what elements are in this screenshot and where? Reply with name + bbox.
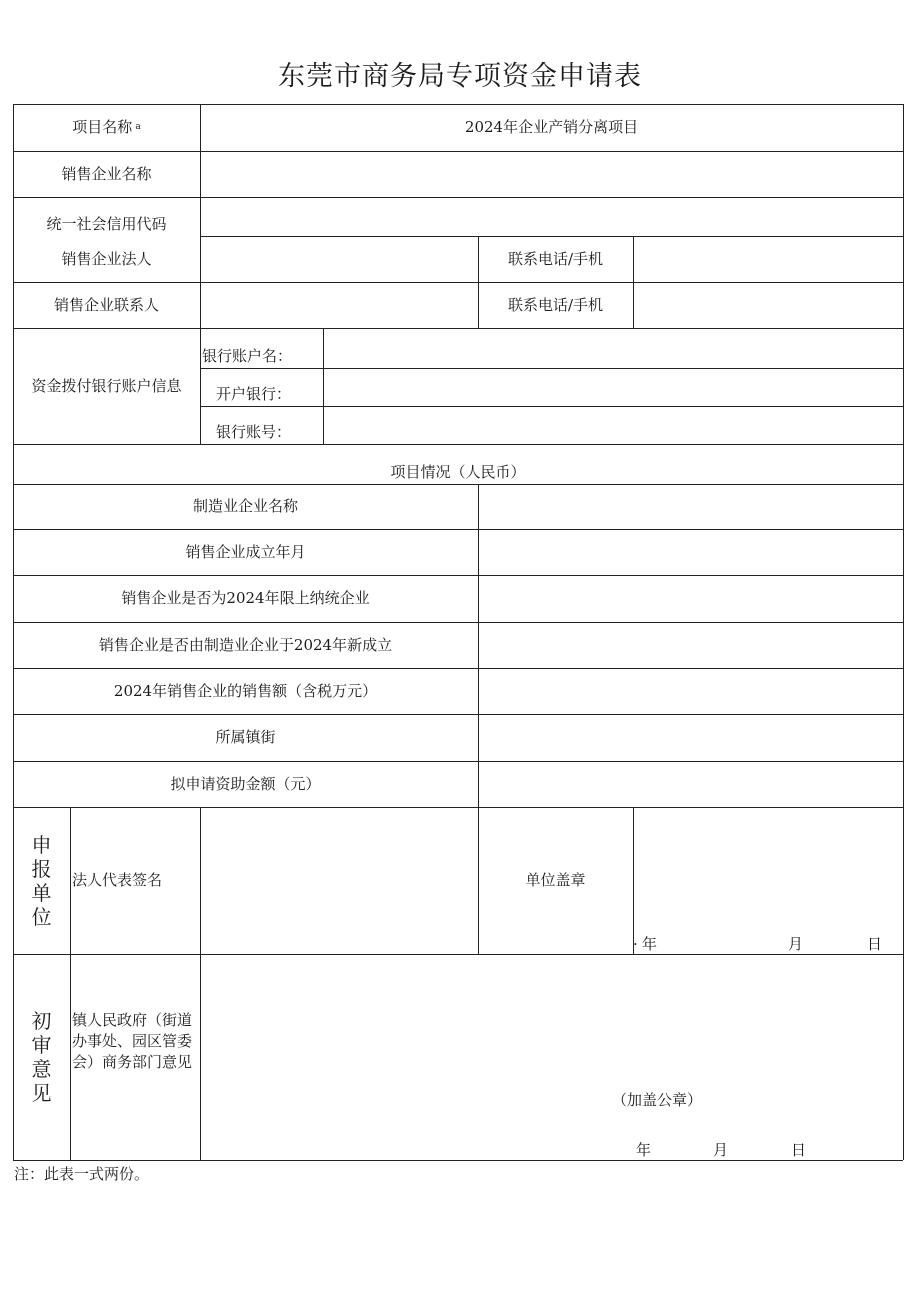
bank-info-label: 资金拨付银行账户信息	[31, 376, 182, 395]
seal-label: 单位盖章	[525, 871, 586, 889]
credit-code-field[interactable]	[200, 197, 903, 236]
project-item-field[interactable]	[478, 714, 903, 761]
phone-field-2[interactable]	[633, 282, 903, 328]
sales-company-name-label: 销售企业名称	[61, 164, 152, 183]
bank-number-label: 银行账号：	[215, 422, 291, 441]
review-seal-note: （加盖公章）	[612, 1091, 703, 1109]
phone-label-2: 联系电话/手机	[507, 295, 604, 314]
review-date-month: 月	[713, 1141, 729, 1159]
contact-person-field[interactable]	[200, 282, 478, 328]
project-item-field[interactable]	[478, 622, 903, 668]
project-item-field[interactable]	[478, 575, 903, 622]
project-item-label: 销售企业成立年月	[185, 542, 306, 561]
applicant-date-day: 日	[867, 935, 883, 953]
signature-label: 法人代表签名	[72, 871, 163, 889]
project-name-value: 2024年企业产销分离项目	[464, 118, 639, 136]
phone-field-1[interactable]	[633, 236, 903, 282]
review-dept-label: 镇人民政府（街道办事处、园区管委会）商务部门意见	[72, 1011, 193, 1071]
bank-account-name-field[interactable]	[323, 328, 903, 368]
contact-person-label: 销售企业联系人	[53, 295, 159, 314]
project-section-header: 项目情况（人民币）	[390, 462, 526, 481]
project-item-field[interactable]	[478, 529, 903, 575]
phone-label-1: 联系电话/手机	[507, 249, 604, 268]
bank-account-name-label: 银行账户名：	[202, 346, 293, 365]
review-side-label: 初审意见	[31, 1009, 52, 1105]
project-name-label: 项目名称 a	[72, 118, 141, 136]
project-item-field[interactable]	[478, 761, 903, 807]
legal-person-field[interactable]	[200, 236, 478, 282]
bank-number-field[interactable]	[323, 406, 903, 444]
seal-field[interactable]	[633, 807, 903, 927]
project-item-field[interactable]	[478, 668, 903, 714]
signature-field[interactable]	[200, 807, 478, 954]
project-item-field[interactable]	[478, 484, 903, 529]
bank-opening-label: 开户银行：	[215, 384, 291, 403]
review-date-day: 日	[791, 1141, 807, 1159]
sales-company-name-field[interactable]	[200, 151, 903, 197]
applicant-date-year: 年	[642, 935, 658, 953]
credit-code-label: 统一社会信用代码	[46, 214, 167, 233]
project-item-label: 所属镇街	[215, 728, 276, 746]
review-date-year: 年	[636, 1141, 652, 1159]
project-item-label: 2024年销售企业的销售额（含税万元）	[113, 681, 378, 700]
footnote-mark: a	[135, 122, 141, 133]
project-item-label: 拟申请资助金额（元）	[170, 774, 321, 793]
bank-opening-field[interactable]	[323, 368, 903, 406]
project-item-label: 销售企业是否为2024年限上纳统企业	[121, 589, 370, 607]
project-item-label: 销售企业是否由制造业企业于2024年新成立	[98, 635, 393, 654]
page-title: 东莞市商务局专项资金申请表	[278, 61, 642, 92]
review-opinion-field[interactable]	[200, 954, 903, 1074]
applicant-date-dot: .	[633, 931, 638, 949]
applicant-side-label: 申报单位	[31, 832, 52, 929]
project-item-label: 制造业企业名称	[192, 497, 298, 515]
applicant-date-month: 月	[788, 935, 804, 953]
footnote: 注：此表一式两份。	[14, 1165, 150, 1183]
legal-person-label: 销售企业法人	[61, 249, 152, 268]
